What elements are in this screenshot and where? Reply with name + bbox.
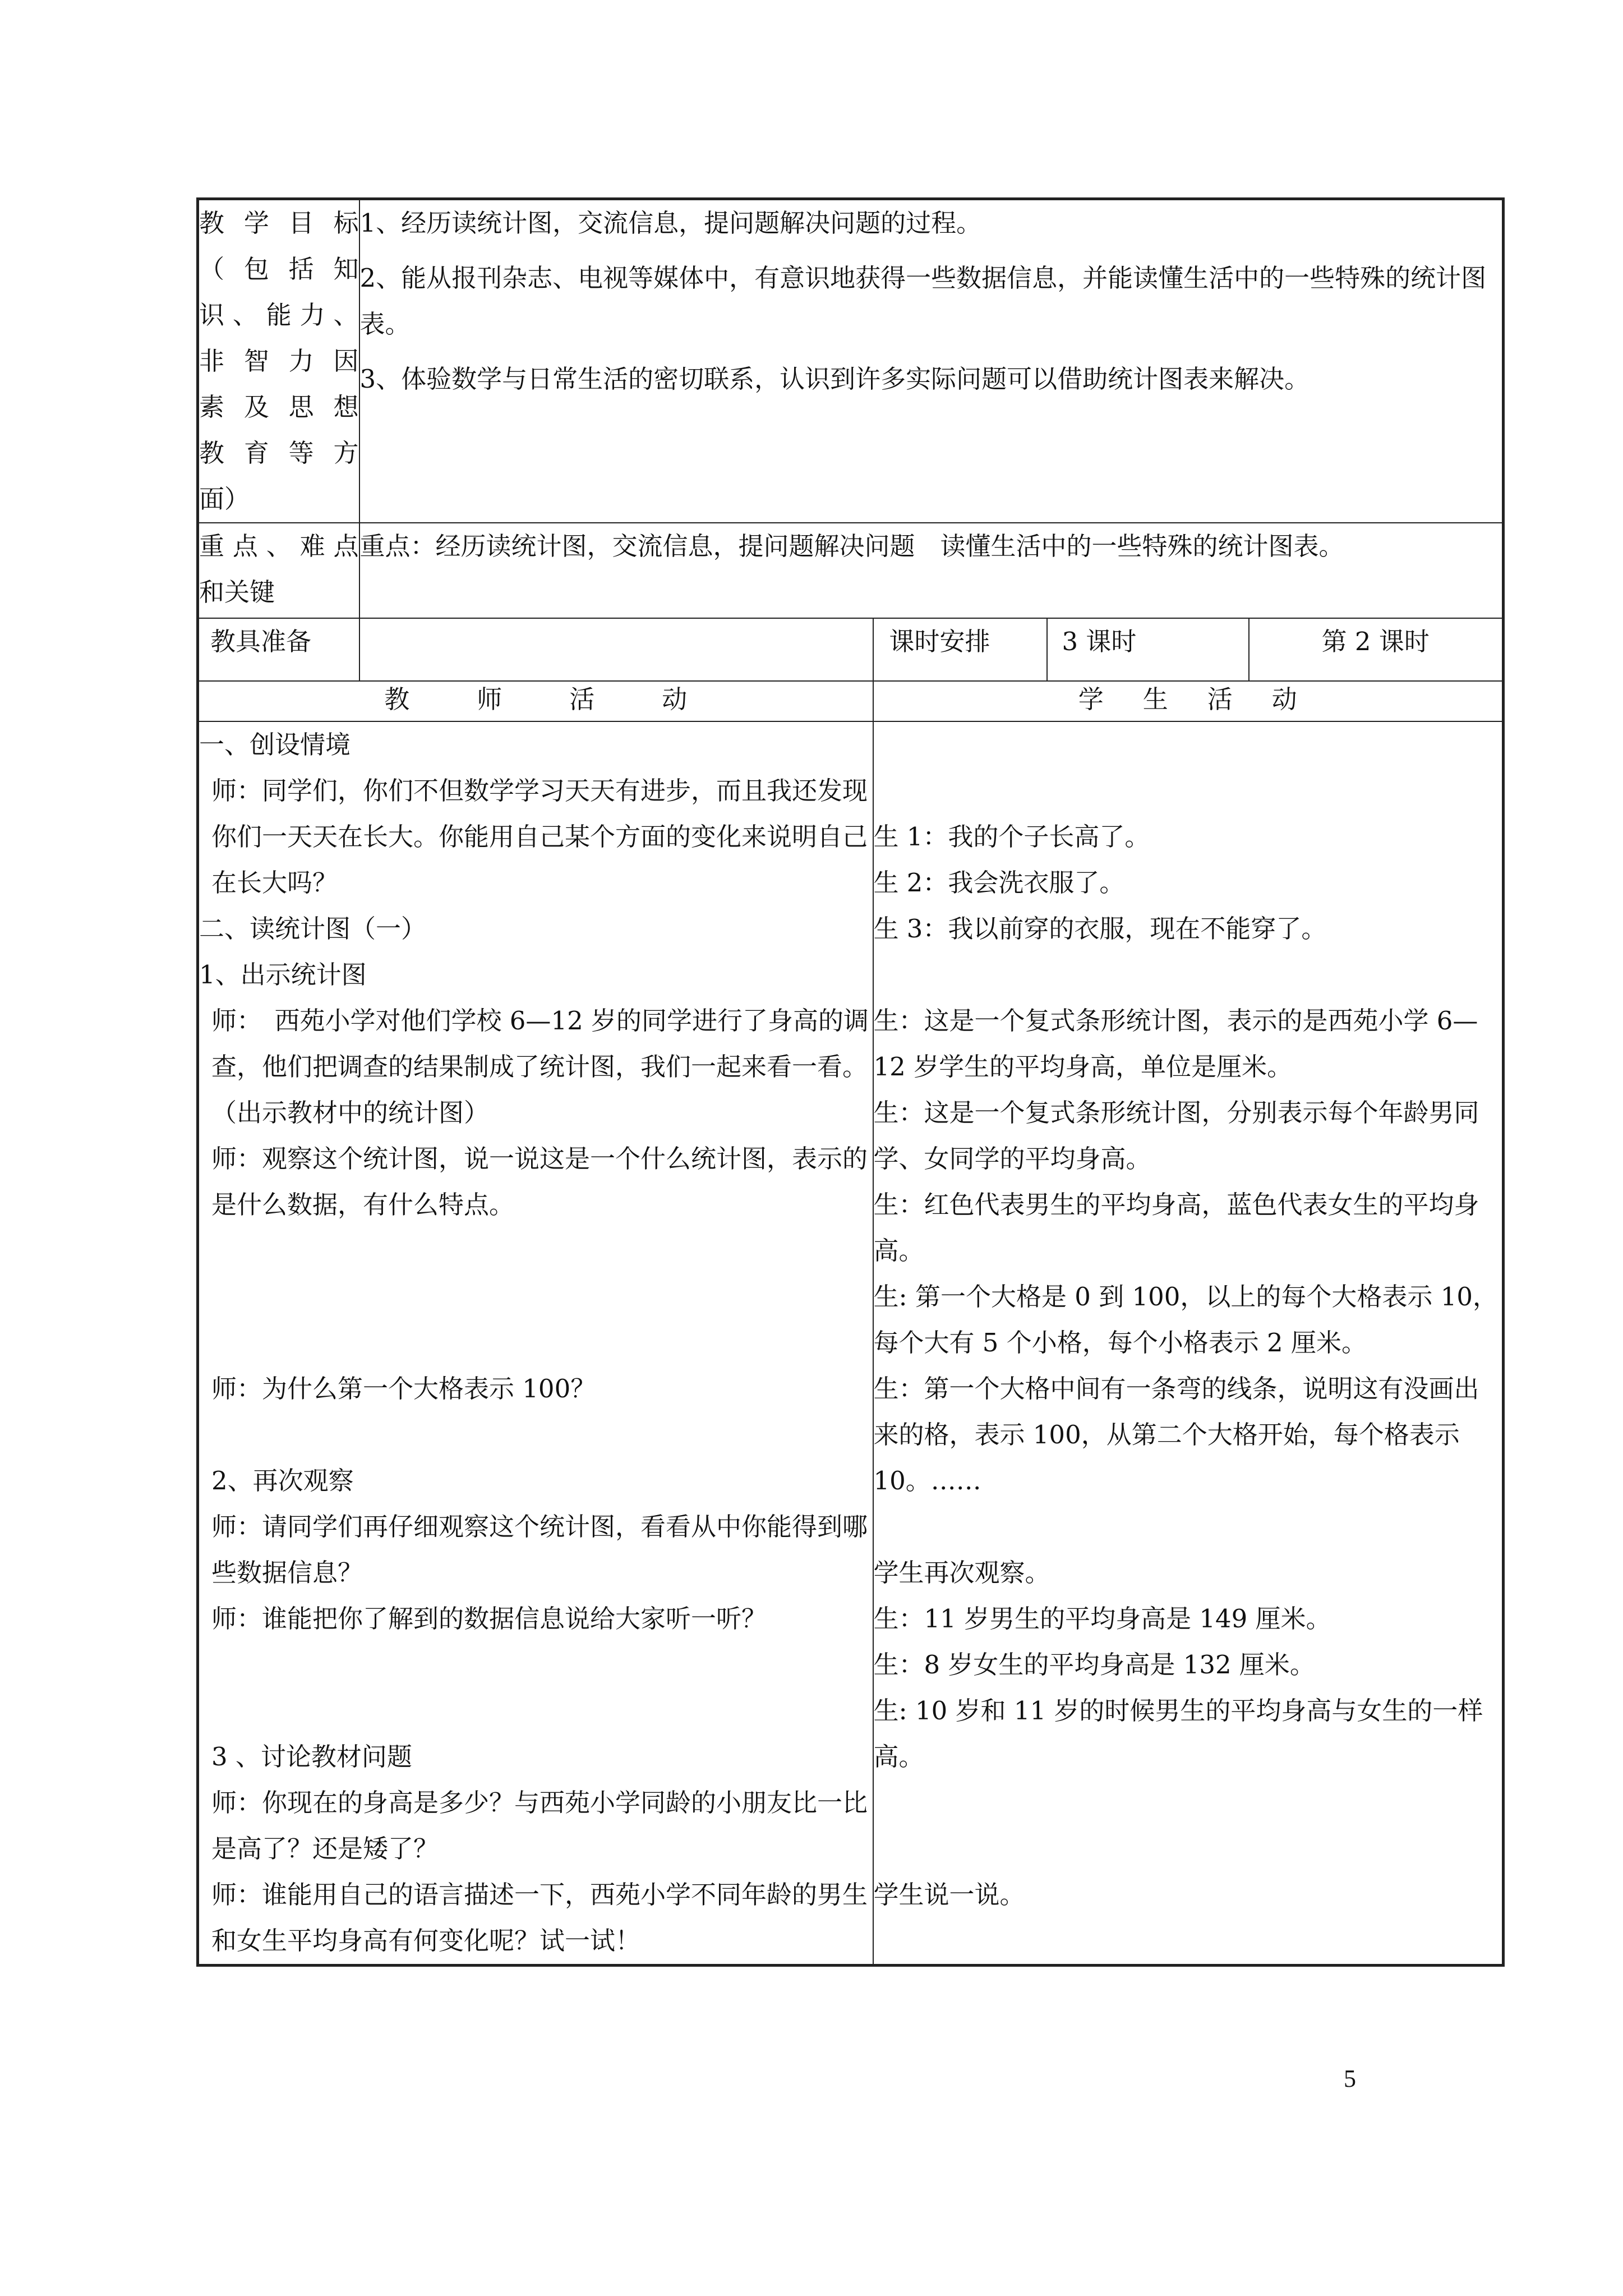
lesson-plan-table [196, 197, 1505, 1967]
teacher-line: 师： 西苑小学对他们学校 6—12 岁的同学进行了身高的调查，他们把调查的结果制成了统计图，我们一起来看一看。（出示教材中的统计图） [211, 1006, 869, 1128]
keypoints-label: 重点、难点 和关键 [198, 523, 359, 618]
goals-content [359, 199, 1504, 523]
student-activity-header: 学 生 活 动 [873, 681, 1504, 721]
activity-content-row [198, 721, 1504, 1966]
teacher-line: 师：观察这个统计图，说一说这是一个什么统计图，表示的是什么数据，有什么特点。 [211, 1144, 868, 1220]
section-1-title: 一、创设情境 [199, 730, 351, 760]
student-line: 生：这是一个复式条形统计图，分别表示每个年龄男同学、女同学的平均身高。 [873, 1098, 1479, 1174]
schedule-current: 第 2 课时 [1249, 618, 1504, 681]
teacher-line: 师：请同学们再仔细观察这个统计图，看看从中你能得到哪些数据信息？ [211, 1512, 868, 1588]
teacher-activity-header: 教 师 活 动 [198, 681, 873, 721]
goal-1: 1、经历读统计图，交流信息，提问题解决问题的过程。 [359, 208, 982, 238]
student-line: 生 2：我会洗衣服了。 [873, 868, 1125, 898]
student-line: 学生说一说。 [873, 1880, 1025, 1910]
goal-3: 3、体验数学与日常生活的密切联系，认识到许多实际问题可以借助统计图表来解决。 [359, 364, 1310, 394]
teacher-line: 师：谁能用自己的语言描述一下，西苑小学不同年龄的男生和女生平均身高有何变化呢？试一试！ [211, 1880, 868, 1955]
keypoints-row [198, 523, 1504, 618]
tools-row [198, 618, 1504, 681]
subsection-title: 3 、讨论教材问题 [211, 1742, 412, 1772]
student-line: 生: 第一个大格是 0 到 100，以上的每个大格表示 10，每个大有 5 个小格，每个小格表示 2 厘米。 [873, 1282, 1498, 1358]
student-line: 生：红色代表男生的平均身高，蓝色代表女生的平均身高。 [873, 1190, 1479, 1266]
goals-label: 教学目标 （包括知 识、能力、 非智力因 素及思想 教育等方 面） [198, 199, 359, 523]
goals-row [198, 199, 1504, 523]
page-number: 5 [1344, 2065, 1356, 2092]
activity-header-row [198, 681, 1504, 721]
student-line: 生：8 岁女生的平均身高是 132 厘米。 [873, 1650, 1315, 1680]
teacher-line: 师：为什么第一个大格表示 100？ [211, 1374, 596, 1404]
keypoints-content: 重点：经历读统计图，交流信息，提问题解决问题 读懂生活中的一些特殊的统计图表。 [359, 523, 1504, 618]
student-line: 生 1：我的个子长高了。 [873, 822, 1150, 852]
student-line: 生：11 岁男生的平均身高是 149 厘米。 [873, 1604, 1331, 1634]
goal-2: 2、能从报刊杂志、电视等媒体中，有意识地获得一些数据信息，并能读懂生活中的一些特殊的统计图表。 [359, 263, 1487, 339]
schedule-total: 3 课时 [1047, 618, 1249, 681]
tools-value [359, 618, 873, 681]
student-line: 生：这是一个复式条形统计图，表示的是西苑小学 6—12 岁学生的平均身高，单位是厘米。 [873, 1006, 1478, 1082]
student-line: 生: 10 岁和 11 岁的时候男生的平均身高与女生的一样高。 [873, 1696, 1483, 1772]
tools-label: 教具准备 [198, 618, 359, 681]
schedule-label: 课时安排 [873, 618, 1047, 681]
student-line: 学生再次观察。 [873, 1558, 1050, 1588]
subsection-title: 2、再次观察 [211, 1466, 354, 1496]
teacher-activity [198, 721, 873, 1966]
student-line: 生 3：我以前穿的衣服，现在不能穿了。 [873, 914, 1327, 944]
teacher-line: 师：你现在的身高是多少？与西苑小学同龄的小朋友比一比是高了？还是矮了？ [211, 1788, 868, 1864]
section-2-title: 二、读统计图（一） [199, 914, 427, 944]
teacher-line: 师：谁能把你了解到的数据信息说给大家听一听？ [211, 1604, 767, 1634]
student-line: 生：第一个大格中间有一条弯的线条，说明这有没画出来的格，表示 100，从第二个大格开始，每个格表示 10。…… [873, 1374, 1479, 1496]
subsection-title: 1、出示统计图 [199, 960, 367, 990]
teacher-line: 师：同学们，你们不但数学学习天天有进步，而且我还发现你们一天天在长大。你能用自己某个方面的变化来说明自己在长大吗？ [211, 776, 868, 898]
student-activity [873, 721, 1504, 1966]
